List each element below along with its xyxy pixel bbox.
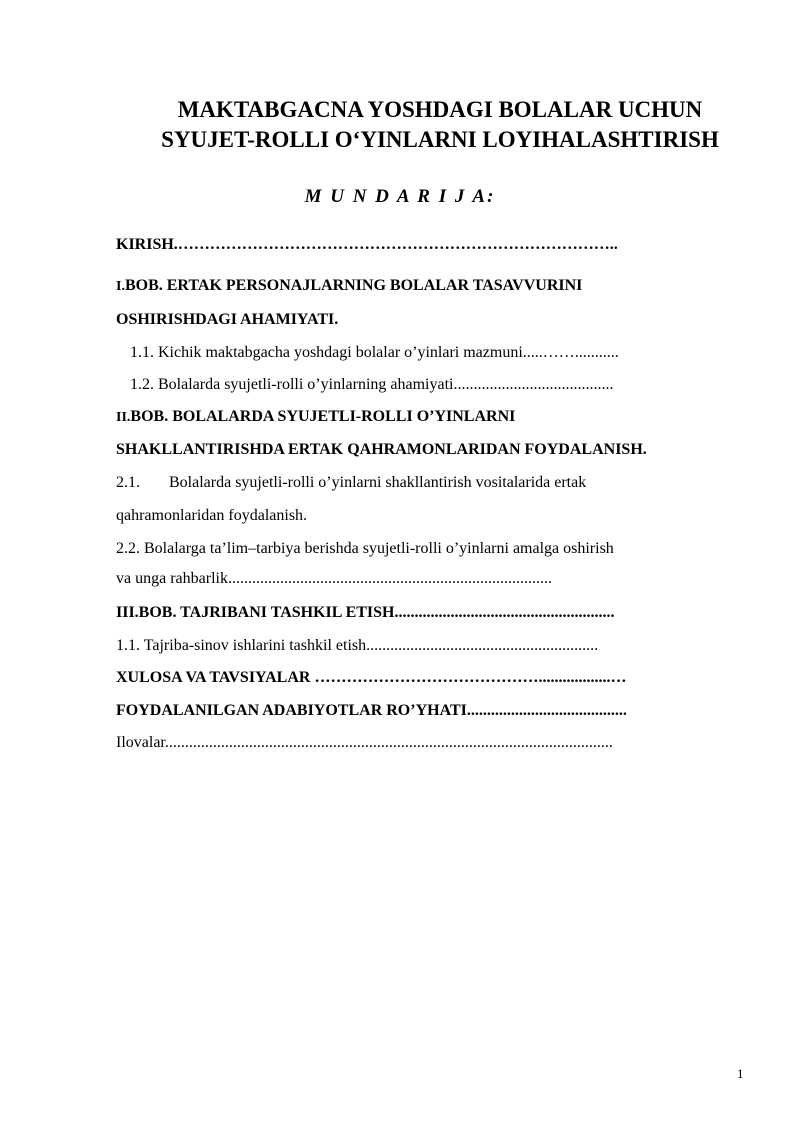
toc-section-2-2-cont: va unga rahbarlik.................................................................................	[116, 570, 552, 587]
toc-chapter-3: III.BOB. TAJRIBANI TASHKIL ETISH.......................................................	[116, 604, 615, 621]
chapter-2-title: BOB. BOLALARDA SYUJETLI-ROLLI O’YINLARNI	[130, 408, 516, 425]
toc-intro: KIRISH.………………………………………………………………………..	[116, 236, 618, 253]
toc-chapter-2-cont: SHAKLLANTIRISHDA ERTAK QAHRAMONLARIDAN FOYDALANISH.	[116, 441, 647, 458]
section-2-1-title: Bolalarda syujetli-rolli o’yinlarni shakllantirish vositalarida ertak	[169, 474, 587, 491]
toc-section-2-1-cont: qahramonlaridan foydalanish.	[116, 507, 308, 524]
toc-appendix: Ilovalar................................................................................................................	[116, 734, 613, 751]
toc-section-2-2: 2.2. Bolalarga ta’lim–tarbiya berishda syujetli-rolli o’yinlarni amalga oshirish	[116, 540, 614, 557]
chapter-1-title: BOB. ERTAK PERSONAJLARNING BOLALAR TASAVVURINI	[124, 277, 583, 294]
document-title	[100, 95, 780, 155]
title-line-1: MAKTABGACNA YOSHDAGI BOLALAR UCHUN	[177, 97, 703, 122]
toc-chapter-2	[116, 408, 515, 426]
title-line-2: SYUJET-ROLLI O‘YINLARNI LOYIHALASHTIRISH	[161, 127, 719, 152]
chapter-1-number: I.	[116, 279, 125, 294]
toc-chapter-1-cont: OSHIRISHDAGI AHAMIYATI.	[116, 311, 339, 328]
toc-conclusion: XULOSA VA TAVSIYALAR ……………………………………..................…	[116, 669, 627, 686]
chapter-2-number: II.	[116, 410, 131, 425]
toc-section-1-2: 1.2. Bolalarda syujetli-rolli o’yinlarning ahamiyati........................................	[130, 376, 614, 393]
page-number: 1	[737, 1066, 744, 1081]
toc-section-1-1: 1.1. Kichik maktabgacha yoshdagi bolalar o’yinlari mazmuni.....……...........	[130, 344, 619, 361]
toc-section-3-1: 1.1. Tajriba-sinov ishlarini tashkil etish..........................................................	[116, 637, 599, 654]
section-2-1-number: 2.1.	[116, 474, 140, 491]
toc-chapter-1	[116, 277, 582, 295]
toc-references: FOYDALANILGAN ADABIYOTLAR RO’YHATI........................................	[116, 702, 627, 719]
contents-heading: M U N D A R I J A:	[304, 186, 496, 207]
toc-section-2-1	[116, 474, 586, 492]
